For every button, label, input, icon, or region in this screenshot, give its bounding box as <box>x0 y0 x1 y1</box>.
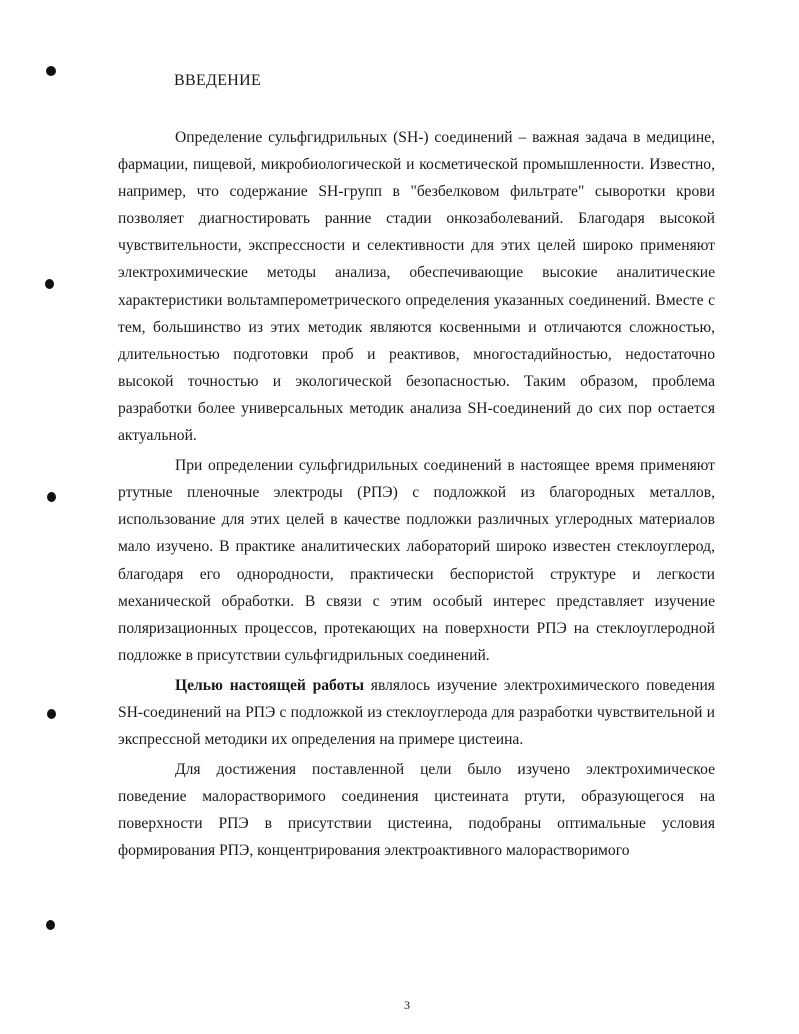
section-heading: ВВЕДЕНИЕ <box>174 72 262 89</box>
paragraph-3-text: являлось изучение электрохимического поведения SH-соединений на РПЭ с подложкой из стеклоуглерода для разработки чувствительной и экспрессной методики их определения на примере цистеина. <box>118 676 715 749</box>
page-number: 3 <box>404 998 410 1012</box>
paragraph-4: Для достижения поставленной цели было изучено электрохимическое поведение малорастворимого соединения цистеината ртути, образующегося на поверхности РПЭ в присутствии цистеина, подобраны оптимальные условия формирования РПЭ, концентрирования электроактивного малорастворимого <box>118 761 715 860</box>
scan-binding-hole-mark <box>47 709 56 719</box>
scan-binding-hole-mark <box>46 920 55 930</box>
paragraph-3 <box>118 672 715 753</box>
scan-binding-hole-mark <box>46 66 56 76</box>
body-text <box>118 124 715 865</box>
paragraph-1: Определение сульфгидрильных (SH-) соединений – важная задача в медицине, фармации, пищевой, микробиологической и косметической промышленности. Известно, например, что содержание SH-групп в "безбелковом фильтрате" сыворотки крови позволяет диагностировать ранние стадии онкозаболеваний. Благодаря высокой чувствительности, экспрессности и селективности для этих целей широко применяют электрохимические методы анализа, обеспечивающие высокие аналитические характеристики вольтамперометрического определения указанных соединений. Вместе с тем, большинство из этих методик являются косвенными и отличаются сложностью, длительностью подготовки проб и реактивов, многостадийностью, недостаточно высокой точностью и экологической безопасностью. Таким образом, проблема разработки более универсальных методик анализа SH-соединений до сих пор остается актуальной. <box>118 129 715 445</box>
goal-emphasis: Целью настоящей работы <box>175 676 365 694</box>
paragraph-2: При определении сульфгидрильных соединений в настоящее время применяют ртутные пленочные электроды (РПЭ) с подложкой из благородных металлов, использование для этих целей в качестве подложки различных углеродных материалов мало изучено. В практике аналитических лабораторий широко известен стеклоуглерод, благодаря его однородности, практически беспористой структуре и легкости механической обработки. В связи с этим особый интерес представляет изучение поляризационных процессов, протекающих на поверхности РПЭ на стеклоуглеродной подложке в присутствии сульфгидрильных соединений. <box>118 457 715 664</box>
scan-binding-hole-mark <box>47 492 56 502</box>
scan-binding-hole-mark <box>45 279 54 289</box>
